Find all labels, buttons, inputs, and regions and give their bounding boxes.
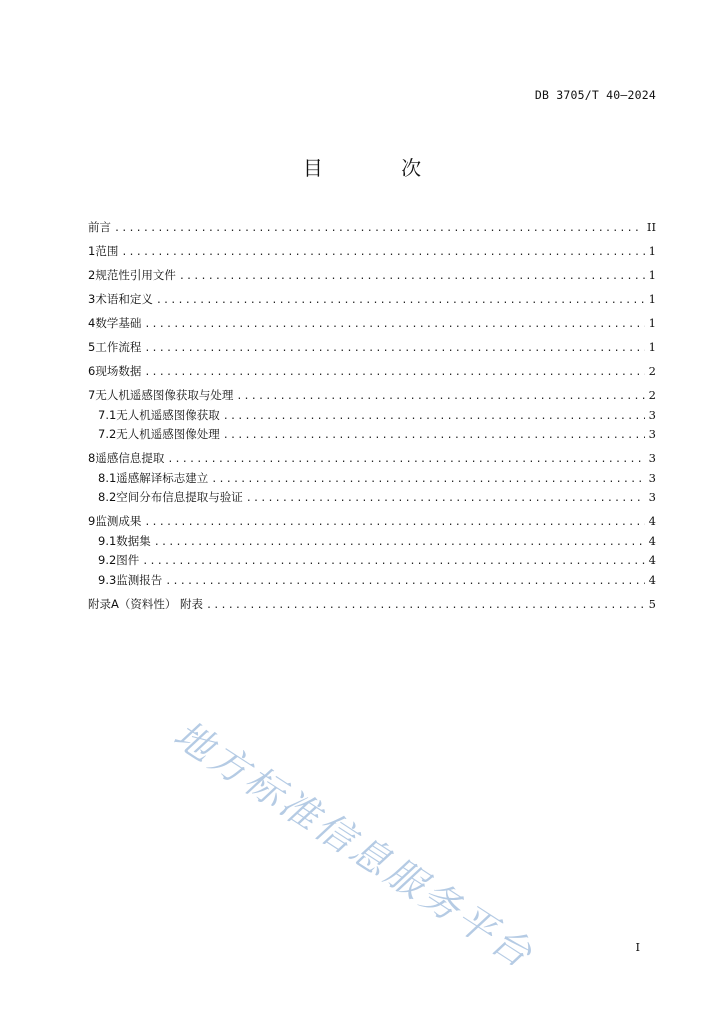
toc-entry[interactable] xyxy=(88,595,656,615)
toc-entry-label: 无人机遥感图像获取与处理 xyxy=(95,388,234,402)
toc-entry-label: 监测成果 xyxy=(95,514,142,528)
toc-entry-label: 术语和定义 xyxy=(95,292,153,306)
toc-entry-label: 图件 xyxy=(116,553,140,567)
toc-entry-page: 1 xyxy=(648,268,656,282)
toc-dot-leader xyxy=(236,387,644,407)
toc-entry-number: 2 xyxy=(88,268,96,282)
toc-entry-page: 3 xyxy=(648,490,656,504)
toc-entry[interactable] xyxy=(88,362,656,382)
toc-entry[interactable] xyxy=(88,386,656,406)
toc-entry-label: 数学基础 xyxy=(95,316,142,330)
toc-entry-label: 数据集 xyxy=(116,533,151,548)
toc-entry-page: 4 xyxy=(648,514,656,528)
toc-entry-label: 无人机遥感图像获取 xyxy=(116,407,220,422)
toc-entry-page: 1 xyxy=(648,244,656,258)
toc-entry-page: 1 xyxy=(648,292,656,306)
toc-entry[interactable] xyxy=(88,512,656,532)
toc-entry-number: 6 xyxy=(88,364,96,378)
toc-entry-number: 1 xyxy=(88,244,96,258)
toc-entry[interactable] xyxy=(88,338,656,358)
toc-entry-label: 规范性引用文件 xyxy=(95,268,176,282)
toc-entry-page: 4 xyxy=(648,533,656,548)
toc-dot-leader xyxy=(211,470,644,490)
toc-entry[interactable] xyxy=(88,266,656,286)
toc-entry-label: 遥感信息提取 xyxy=(95,451,165,465)
page-title: 目 次 xyxy=(302,156,458,180)
toc-entry-number: 8.1 xyxy=(98,470,117,485)
toc-entry-label: 空间分布信息提取与验证 xyxy=(116,490,243,504)
toc-dot-leader xyxy=(154,533,645,553)
toc-dot-leader xyxy=(121,243,644,263)
toc-entry-page: 1 xyxy=(648,340,656,354)
document-code: DB 3705/T 40—2024 xyxy=(534,88,656,102)
toc-entry[interactable] xyxy=(88,290,656,310)
toc-entry-page: 5 xyxy=(648,596,656,611)
toc-entry-number: 3 xyxy=(88,292,96,306)
toc-subentry[interactable] xyxy=(88,551,656,571)
toc-dot-leader xyxy=(144,339,644,359)
toc-entry[interactable] xyxy=(88,449,656,469)
toc-entry-number: 7.1 xyxy=(98,407,117,422)
toc-entry-page: 3 xyxy=(648,470,656,485)
toc-dot-leader xyxy=(179,267,645,287)
toc-entry-number: 9.2 xyxy=(98,553,117,567)
toc-entry-label: 现场数据 xyxy=(95,364,142,378)
toc-subentry[interactable] xyxy=(88,532,656,552)
toc-entry[interactable] xyxy=(88,242,656,262)
toc-dot-leader xyxy=(142,552,644,572)
toc-subentry[interactable] xyxy=(88,425,656,445)
toc-entry-page: 3 xyxy=(648,407,656,422)
toc-dot-leader xyxy=(144,363,644,383)
toc-entry-page: 1 xyxy=(648,316,656,330)
toc-subentry[interactable] xyxy=(88,571,656,591)
toc-entry-page: 2 xyxy=(648,388,656,402)
toc-dot-leader xyxy=(167,450,644,470)
toc-entry-number: 8 xyxy=(88,451,96,465)
toc-entry-label: 无人机遥感图像处理 xyxy=(116,427,220,441)
toc-dot-leader xyxy=(144,315,644,335)
toc-entry-label: 监测报告 xyxy=(116,572,163,587)
toc-entry-number: 8.2 xyxy=(98,490,117,504)
toc-entry-number: 5 xyxy=(88,340,96,354)
toc-dot-leader xyxy=(144,513,644,533)
toc-entry-number: 9.3 xyxy=(98,572,117,587)
table-of-contents xyxy=(88,218,656,614)
toc-entry-page: 2 xyxy=(648,364,656,378)
toc-entry-number: 7.2 xyxy=(98,427,117,441)
toc-dot-leader xyxy=(223,407,645,427)
toc-dot-leader xyxy=(165,572,644,592)
toc-entry[interactable] xyxy=(88,314,656,334)
toc-entry-number: 4 xyxy=(88,316,96,330)
toc-dot-leader xyxy=(156,291,645,311)
toc-dot-leader xyxy=(206,596,645,616)
toc-entry-label: 前言 xyxy=(88,220,111,234)
toc-entry-page: II xyxy=(646,220,656,234)
toc-entry-label: 范围 xyxy=(95,244,119,258)
toc-dot-leader xyxy=(246,489,645,509)
toc-entry[interactable] xyxy=(88,218,656,238)
toc-entry-page: 4 xyxy=(648,553,656,567)
toc-entry-label: 遥感解译标志建立 xyxy=(116,470,209,485)
toc-entry-page: 3 xyxy=(648,451,656,465)
toc-subentry[interactable] xyxy=(88,488,656,508)
toc-dot-leader xyxy=(223,426,645,446)
toc-entry-label: 工作流程 xyxy=(95,340,142,354)
page-number: I xyxy=(635,940,640,954)
toc-entry-label: 附录A（资料性） 附表 xyxy=(88,596,204,611)
toc-entry-number: 9.1 xyxy=(98,533,117,548)
toc-entry-page: 4 xyxy=(648,572,656,587)
toc-entry-number: 9 xyxy=(88,514,96,528)
watermark-text: 地方标准信息服务平台 xyxy=(166,711,543,978)
toc-subentry[interactable] xyxy=(88,469,656,489)
toc-entry-number: 7 xyxy=(88,388,96,402)
toc-subentry[interactable] xyxy=(88,406,656,426)
toc-entry-page: 3 xyxy=(648,427,656,441)
toc-dot-leader xyxy=(114,219,643,239)
